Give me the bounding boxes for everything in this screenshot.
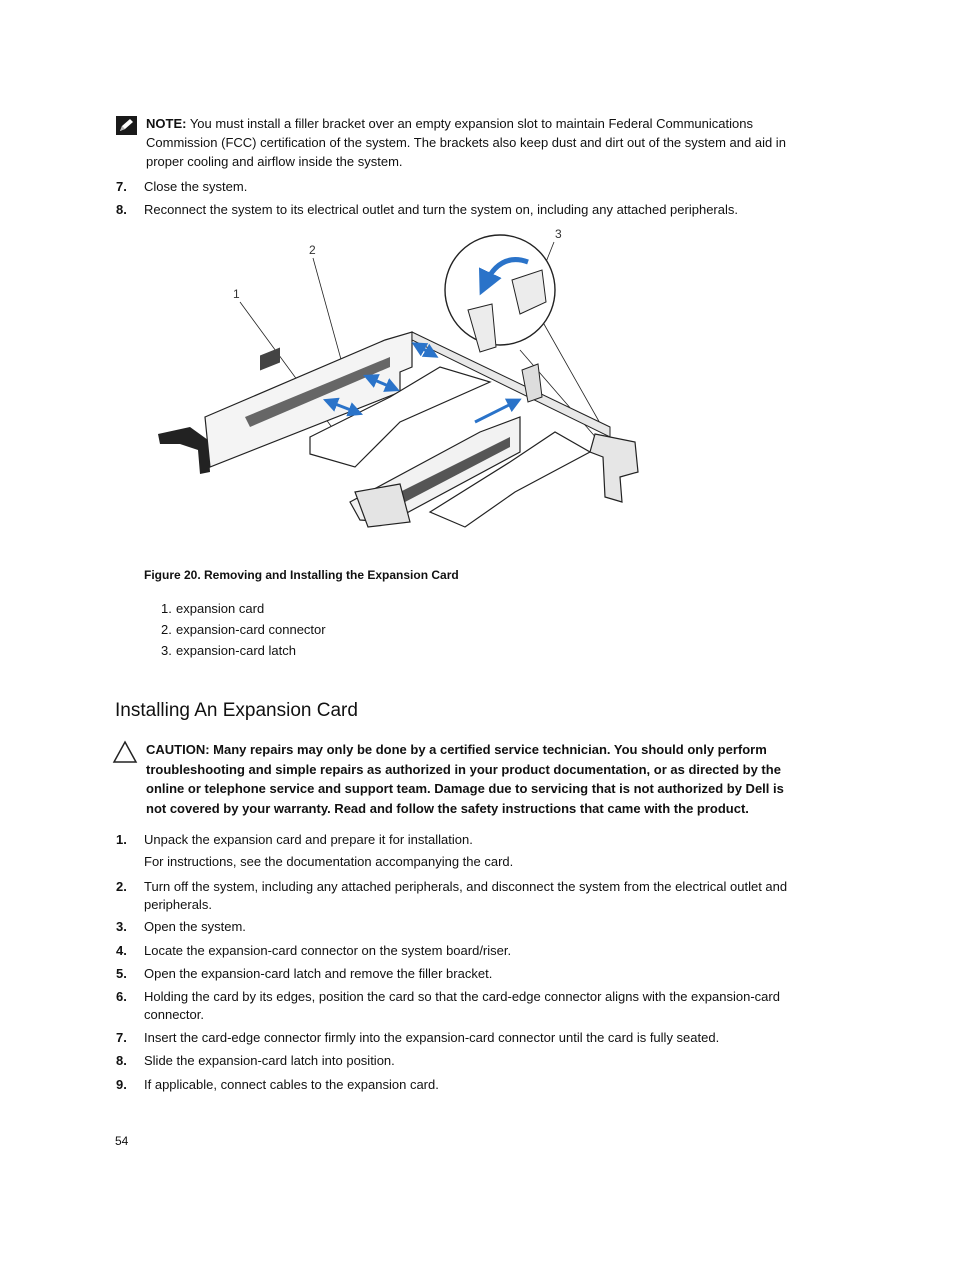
step-number: 5. bbox=[116, 966, 127, 981]
note-body: You must install a filler bracket over an empty expansion slot to maintain Federal Communications Commission (FCC) certification of the system. The brackets also keep dust and dirt out of the system and aid in proper cooling and airflow inside the system. bbox=[146, 116, 786, 169]
legend-text: expansion-card connector bbox=[176, 622, 326, 637]
legend-item bbox=[161, 600, 264, 618]
warning-triangle-icon bbox=[112, 740, 138, 764]
step-number: 8. bbox=[116, 202, 127, 217]
step-text: If applicable, connect cables to the expansion card. bbox=[144, 1077, 439, 1092]
step-number: 9. bbox=[116, 1077, 127, 1092]
step-text: Turn off the system, including any attached peripherals, and disconnect the system from the electrical outlet and peripherals. bbox=[144, 879, 788, 912]
section-title: Installing An Expansion Card bbox=[115, 700, 358, 721]
step-number: 7. bbox=[116, 1030, 127, 1045]
legend-text: expansion card bbox=[176, 601, 265, 616]
callout-1: 1 bbox=[233, 287, 240, 301]
step-text: Open the expansion-card latch and remove the filler bracket. bbox=[144, 966, 493, 981]
legend-text: expansion-card latch bbox=[176, 643, 296, 658]
step-number: 6. bbox=[116, 989, 127, 1004]
step-text: Reconnect the system to its electrical outlet and turn the system on, including any attached peripherals. bbox=[144, 202, 738, 217]
step-number: 7. bbox=[116, 179, 127, 194]
step-text: Unpack the expansion card and prepare it for installation. bbox=[144, 832, 473, 847]
step-number: 3. bbox=[116, 919, 127, 934]
step-text: Close the system. bbox=[144, 179, 248, 194]
expansion-card-illustration bbox=[150, 222, 650, 542]
legend-item bbox=[161, 642, 296, 660]
legend-number: 1. bbox=[161, 601, 172, 616]
figure-caption: Figure 20. Removing and Installing the Expansion Card bbox=[144, 568, 459, 582]
pencil-note-icon bbox=[116, 116, 137, 135]
note-text bbox=[146, 114, 806, 171]
step-number: 2. bbox=[116, 879, 127, 894]
step-text: Insert the card-edge connector firmly into the expansion-card connector until the card is fully seated. bbox=[144, 1030, 720, 1045]
legend-number: 3. bbox=[161, 643, 172, 658]
note-label: NOTE: bbox=[146, 116, 187, 131]
callout-3: 3 bbox=[555, 227, 562, 241]
step-number: 1. bbox=[116, 832, 127, 847]
step-text: Locate the expansion-card connector on the system board/riser. bbox=[144, 943, 512, 958]
callout-2: 2 bbox=[309, 243, 316, 257]
step-number: 8. bbox=[116, 1053, 127, 1068]
step-subtext: For instructions, see the documentation accompanying the card. bbox=[144, 854, 514, 869]
legend-number: 2. bbox=[161, 622, 172, 637]
page-number: 54 bbox=[115, 1134, 129, 1148]
legend-item bbox=[161, 621, 326, 639]
step-number: 4. bbox=[116, 943, 127, 958]
step-text: Open the system. bbox=[144, 919, 246, 934]
step-text: Slide the expansion-card latch into position. bbox=[144, 1053, 395, 1068]
step-text: Holding the card by its edges, position the card so that the card-edge connector aligns with the expansion-card connector. bbox=[144, 989, 780, 1022]
caution-text: CAUTION: Many repairs may only be done by a certified service technician. You should only perform troubleshooting and simple repairs as authorized in your product documentation, or as directed by the online or telephone service and support team. Damage due to servicing that is not authorized by Dell is not covered by your warranty. Read and follow the safety instructions that came with the product. bbox=[146, 742, 784, 816]
